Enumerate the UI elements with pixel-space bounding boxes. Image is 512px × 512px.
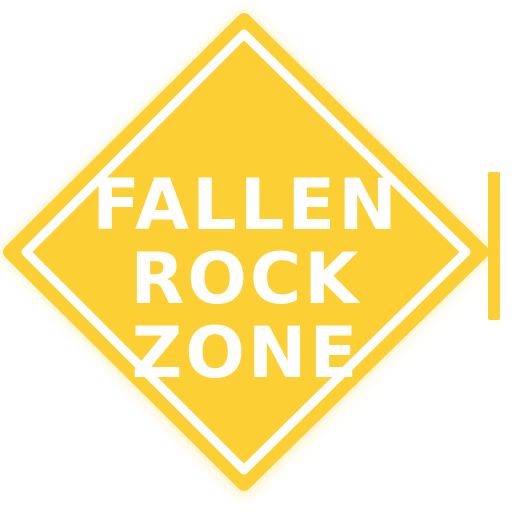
sign-text-line-3: ZONE [131, 312, 361, 394]
sign-text-line-2: ROCK [130, 238, 362, 320]
sign-post-icon [488, 172, 500, 320]
sign-text-line-1: FALLEN [92, 164, 400, 246]
